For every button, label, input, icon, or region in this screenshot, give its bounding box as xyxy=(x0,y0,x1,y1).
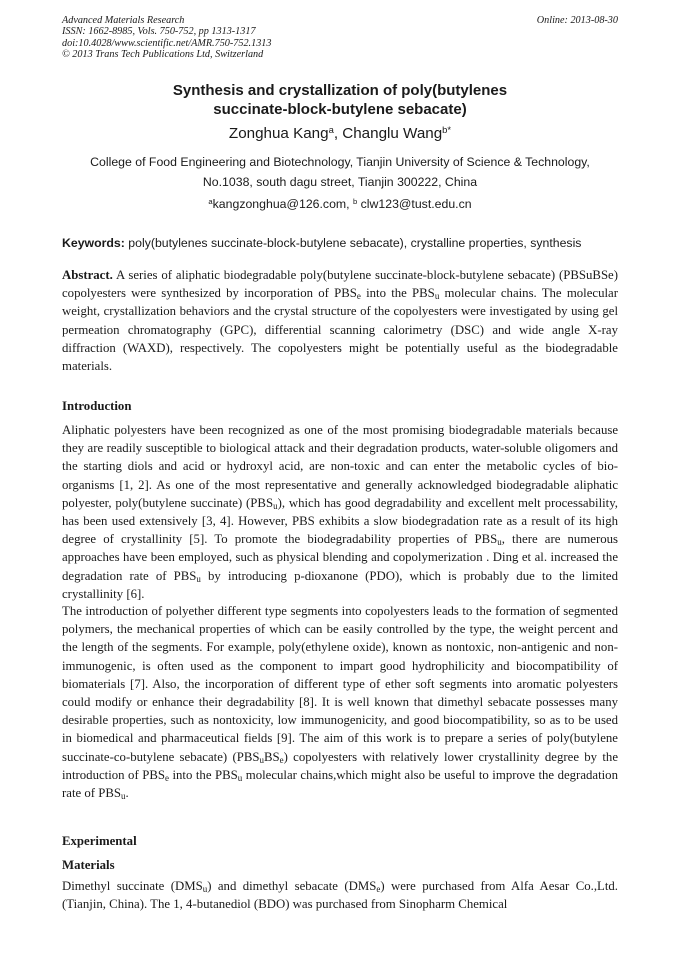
paragraph-text: ) were purchased from Alfa Aesar Co.,Ltd. (Tianjin, China). The 1, 4-butanediol (BDO) was purchased from Sinopharm Chemical xyxy=(62,879,619,912)
author-emails xyxy=(62,195,618,213)
paragraph-text: Dimethyl succinate (DMS xyxy=(62,879,203,893)
paragraph-text: , there are numerous approaches have been employed, such as physical blending and copolymerization . Ding et al. increased the degradation rate of PBS xyxy=(62,532,618,583)
paragraph-text: into the PBS xyxy=(168,767,238,782)
paragraph-text: by introducing p-dioxanone (PDO), which is probably due to the limited crystallinity [6]. xyxy=(62,568,619,601)
subscript: e xyxy=(356,291,361,302)
author-separator: , xyxy=(333,125,343,142)
subscript: u xyxy=(497,537,502,548)
doi-line: doi:10.4028/www.scientific.net/AMR.750-752.1313 xyxy=(62,37,272,49)
email-superscript: b xyxy=(353,196,358,206)
affiliation-line-2: No.1038, south dagu street, Tianjin 300222, China xyxy=(202,174,478,189)
subscript: e xyxy=(279,754,284,765)
paragraph-text: molecular chains,which might also be useful to improve the degradation rate of PBS xyxy=(62,767,618,801)
author-superscript: a xyxy=(328,123,334,135)
abstract-text: A series of aliphatic biodegradable poly(butylene succinate-block-butylene sebacate) (PBSuBSe) copolyesters were synthesized by incorporation of PBS xyxy=(62,268,618,301)
subsection-heading-materials: Materials xyxy=(62,858,115,872)
keywords xyxy=(62,235,618,251)
subscript: e xyxy=(376,884,381,895)
title-line-1: Synthesis and crystallization of poly(butylenes xyxy=(172,82,508,99)
affiliation-line-1: College of Food Engineering and Biotechnology, Tianjin University of Science & Technology, xyxy=(90,155,590,169)
materials-paragraph xyxy=(62,877,618,913)
email-link[interactable]: clw123@tust.edu.cn xyxy=(357,197,472,211)
subscript: u xyxy=(202,884,208,895)
author-name: Changlu Wang xyxy=(342,125,443,142)
abstract-label: Abstract. xyxy=(62,268,113,282)
email-superscript: a xyxy=(208,196,213,206)
abstract-text: molecular chains. The molecular weight, crystallization behaviors and the crystal structure of the copolyesters were investigated by using gel permeation chromatography (GPC), differential scanning calorimetry (DSC) and wide angle X-ray diffraction (WAXD), respectively. The copolyesters might be potentially useful as the biodegradable materials. xyxy=(62,286,618,374)
section-heading-experimental: Experimental xyxy=(62,834,137,848)
copyright-line: © 2013 Trans Tech Publications Ltd, Switzerland xyxy=(62,49,264,61)
paragraph-text: The introduction of polyether different type segments into copolyesters leads to the formation of segmented polymers, the mechanical properties of which can be easily controlled by the type, the weight percent and the length of the segments. For example, poly(ethylene oxide), known as nontoxic, non-antigenic and non-immunogenic, is often used as the component to impart good hydrophilicity and biocompatibility of biomaterials [7]. Also, the incorporation of different type of ether soft segments into aromatic polyesters could modify or enhance their degradability [8]. It is well known that dimethyl sebacate possesses many desirable properties, such as nontoxicity, low immunogenicity, and good biocompatibility, so as to be used in biomedical and pharmaceutical fields [9]. The aim of this work is to prepare a series of poly(butylene succinate-co-butylene sebacate) (PBS xyxy=(62,604,618,764)
subscript: u xyxy=(273,501,278,512)
journal-name: Advanced Materials Research xyxy=(62,15,185,26)
keywords-label: Keywords: xyxy=(62,236,125,250)
introduction-paragraph-1 xyxy=(62,421,618,603)
email-separator: , xyxy=(346,197,353,211)
paragraph-text: ) and dimethyl sebacate (DMS xyxy=(207,879,377,893)
subscript: u xyxy=(121,791,126,802)
online-date: Online: 2013-08-30 xyxy=(536,15,618,26)
abstract-text: into the PBS xyxy=(360,286,435,301)
abstract xyxy=(62,266,618,375)
subscript: u xyxy=(237,773,243,784)
paragraph-text: BS xyxy=(263,749,280,764)
paper-title xyxy=(62,81,618,119)
title-line-2: succinate-block-butylene sebacate) xyxy=(213,101,467,118)
paragraph-text: . xyxy=(125,786,129,801)
paragraph-text: ), which has good degradability and excellent melt processability, has been used extensively [3, 4]. However, PBS exhibits a slow biodegradation rate as a result of its high degree of crystallinity [5]. To promote the biodegradability properties of PBS xyxy=(62,495,618,547)
author-list xyxy=(62,124,618,144)
section-heading-introduction: Introduction xyxy=(62,399,132,413)
author-name: Zonghua Kang xyxy=(228,125,329,142)
keywords-text: poly(butylenes succinate-block-butylene sebacate), crystalline properties, synthesis xyxy=(124,236,582,250)
subscript: u xyxy=(196,573,201,584)
subscript: e xyxy=(164,773,169,784)
journal-header xyxy=(62,15,618,61)
paragraph-text: Aliphatic polyesters have been recognized as one of the most promising biodegradable materials because they are readily susceptible to biological attack and their degradation products, water-soluble oligomers and the starting diols and acid or hydroxyl acid, are non-toxic and can enter the metabolic cycles of bio-organisms [1, 2]. As one of the most representative and generally acknowledged biodegradable aliphatic polyester, poly(butylene succinate) (PBS xyxy=(62,423,618,510)
issn-line: ISSN: 1662-8985, Vols. 750-752, pp 1313-1317 xyxy=(62,26,256,38)
email-link[interactable]: kangzonghua@126.com xyxy=(212,197,347,211)
paragraph-text: ) copolyesters with relatively lower crystallinity degree by the introduction of PBS xyxy=(62,749,619,782)
affiliation xyxy=(62,153,618,192)
subscript: u xyxy=(434,291,440,302)
introduction-paragraph-2 xyxy=(62,602,618,802)
author-superscript: b* xyxy=(442,123,452,135)
subscript: u xyxy=(259,754,264,765)
